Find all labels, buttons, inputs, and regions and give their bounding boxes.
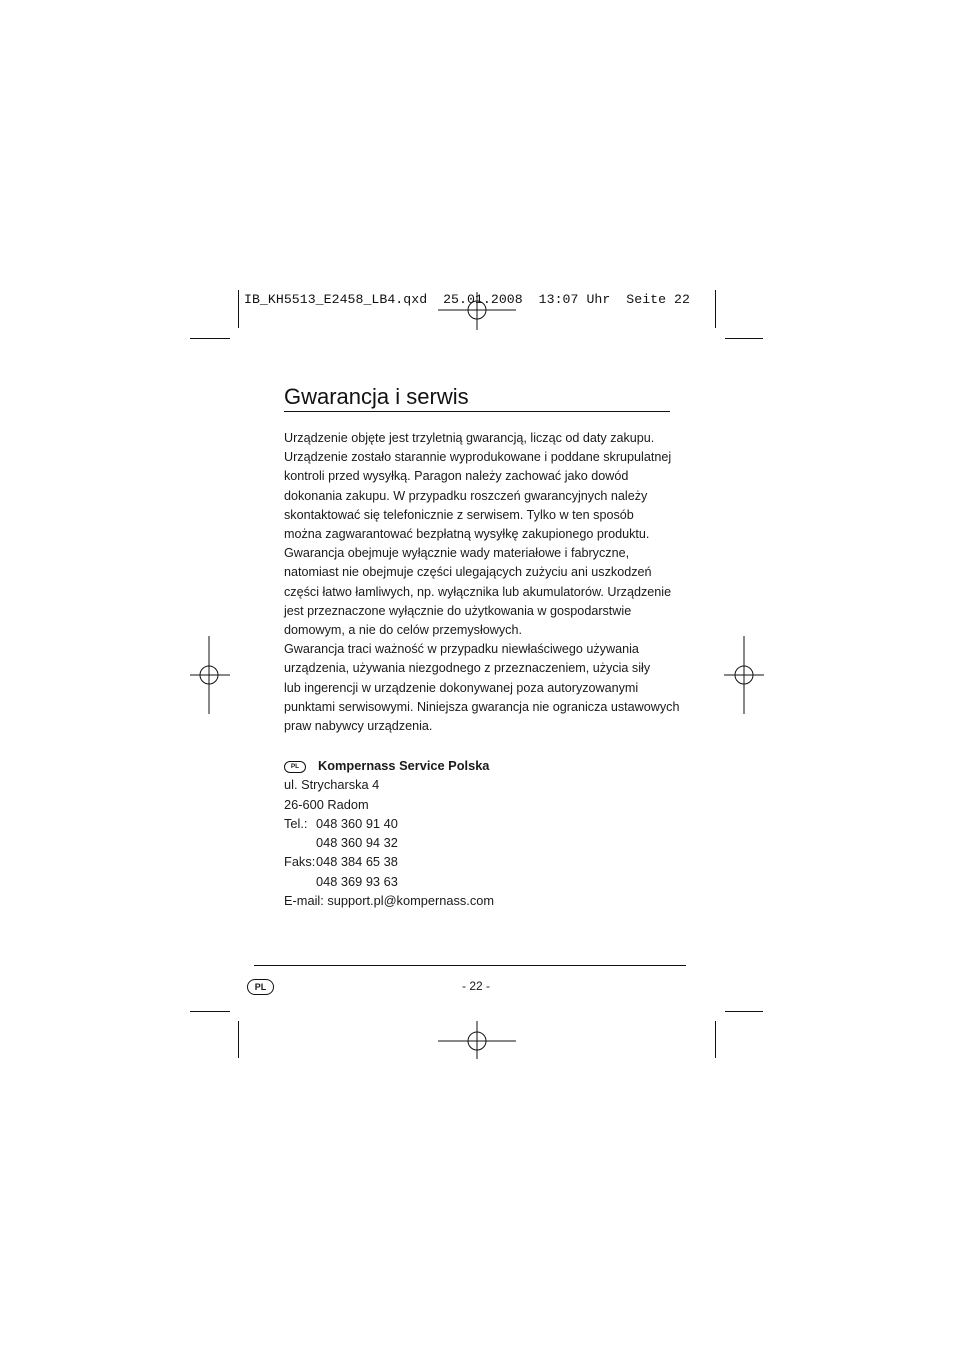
text-line: natomiast nie obejmuje części ulegających zużyciu ani uszkodzeń (284, 565, 652, 580)
fax-number: 048 369 93 63 (316, 873, 398, 889)
crop-mark (725, 1011, 763, 1012)
service-contact (284, 756, 494, 910)
fax-number: 048 384 65 38 (316, 854, 398, 870)
text-line: można zagwarantować bezpłatną wysyłkę zakupionego produktu. (284, 527, 650, 542)
text-line: części łatwo łamliwych, np. wyłącznika lub akumulatorów. Urządzenie (284, 584, 672, 599)
page-title: Gwarancja i serwis (284, 384, 469, 409)
text-line: Gwarancja traci ważność w przypadku niewłaściwego używania (284, 642, 639, 657)
page-number: - 22 - (461, 979, 490, 993)
print-slug: IB_KH5513_E2458_LB4.qxd 25.01.2008 13:07 Uhr Seite 22 (244, 292, 690, 307)
tel-number: 048 360 91 40 (316, 815, 398, 831)
footer-country-badge: PL (247, 979, 274, 995)
registration-mark-bottom (438, 1021, 516, 1059)
text-line: lub ingerencji w urządzenie dokonywanej poza autoryzowanymi (284, 680, 639, 695)
crop-mark (238, 290, 239, 328)
crop-mark (238, 1021, 239, 1058)
crop-mark (190, 338, 230, 339)
crop-mark (725, 338, 763, 339)
title-underline (284, 411, 670, 412)
text-line: praw nabywcy urządzenia. (284, 719, 433, 734)
tel-label: Tel.: (284, 815, 308, 831)
crop-mark (190, 1011, 230, 1012)
registration-mark-right (724, 636, 764, 714)
fax-label: Faks: (284, 854, 316, 870)
service-email: E-mail: support.pl@kompernass.com (284, 893, 494, 909)
registration-mark-left (190, 636, 230, 714)
service-street: ul. Strycharska 4 (284, 777, 380, 793)
text-line: urządzenia, używania niezgodnego z przeznaczeniem, użycia siły (284, 661, 651, 676)
footer-rule (254, 965, 686, 966)
crop-mark (715, 290, 716, 328)
service-company: Kompernass Service Polska (318, 758, 490, 773)
text-line: jest przeznaczone wyłącznie do użytkowania w gospodarstwie (284, 603, 632, 618)
text-line: punktami serwisowymi. Niniejsza gwarancja nie ogranicza ustawowych (284, 699, 680, 714)
text-line: Gwarancja obejmuje wyłącznie wady materiałowe i fabryczne, (284, 546, 630, 561)
text-line: Urządzenie zostało starannie wyprodukowane i poddane skrupulatnej (284, 450, 672, 465)
service-city: 26-600 Radom (284, 796, 369, 812)
warranty-text (284, 429, 680, 736)
text-line: skontaktować się telefonicznie z serwisem. Tylko w ten sposób (284, 507, 634, 522)
tel-number: 048 360 94 32 (316, 835, 398, 851)
text-line: dokonania zakupu. W przypadku roszczeń gwarancyjnych należy (284, 488, 648, 503)
country-badge: PL (284, 761, 306, 773)
crop-mark (715, 1021, 716, 1058)
text-line: Urządzenie objęte jest trzyletnią gwarancją, licząc od daty zakupu. (284, 431, 655, 445)
text-line: domowym, a nie do celów przemysłowych. (284, 623, 522, 638)
text-line: kontroli przed wysyłką. Paragon należy zachować jako dowód (284, 469, 629, 484)
